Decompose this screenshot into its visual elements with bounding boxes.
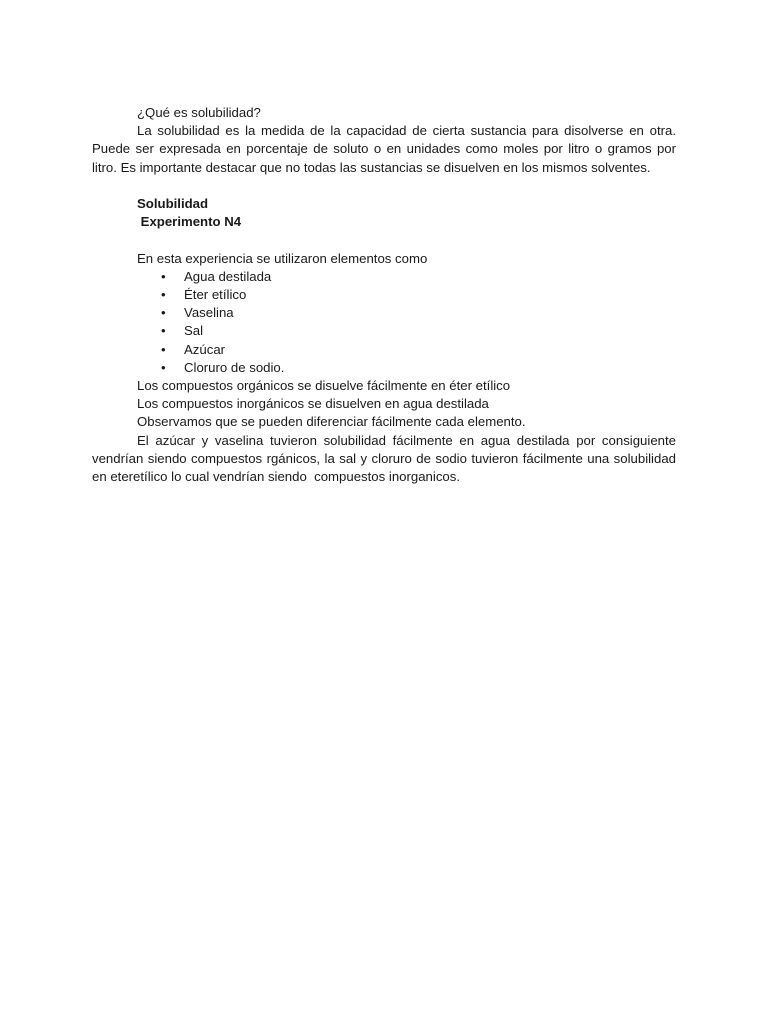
spacer [92,177,676,195]
list-item-text: Vaselina [184,305,234,321]
conclusion-paragraph: El azúcar y vaselina tuvieron solubilidad fácilmente en agua destilada por consiguiente vendrían siendo compuestos rgánicos, la sal y cloruro de sodio tuvieron fácilmente una solubilidad en eteretílico lo cual vendrían siendo compuestos inorganicos. [92,432,680,485]
question-line: ¿Qué es solubilidad? [137,105,261,120]
list-item [161,304,676,322]
list-item [161,268,676,286]
bullet-icon: • [161,287,166,302]
list-item-text: Azúcar [184,341,226,357]
bullet-icon: • [161,268,166,284]
materials-list [92,268,676,377]
experiment-heading: Experimento N4 [137,214,242,230]
list-item [161,341,676,359]
list-item-text: Cloruro de sodio. [184,359,285,375]
bullet-icon: • [161,305,166,321]
list-item-text: Agua destilada [184,268,272,284]
bullet-icon: • [161,359,166,375]
section-heading: Solubilidad [137,196,209,211]
bullet-icon: • [161,323,166,339]
spacer [92,231,676,249]
definition-paragraph: La solubilidad es la medida de la capacidad de cierta sustancia para disolverse en otra. Puede ser expresada en porcentaje de soluto o en unidades como moles por litro o gramos por litro. Es importante destacar que no todas las sustancias se disuelven en los mismos solventes. [92,123,676,175]
organic-line: Los compuestos orgánicos se disuelve fácilmente en éter etílico [137,378,511,394]
bullet-icon: • [161,341,166,357]
list-item-text: Éter etílico [184,287,247,302]
observation-line: Observamos que se pueden diferenciar fácilmente cada elemento. [137,414,526,430]
intro-line: En esta experiencia se utilizaron elementos como [137,250,428,266]
document-body [92,104,680,486]
list-item-text: Sal [184,323,204,339]
list-item [161,359,676,377]
list-item [161,322,676,340]
list-item [161,286,676,304]
inorganic-line: Los compuestos inorgánicos se disuelven en agua destilada [137,396,489,412]
